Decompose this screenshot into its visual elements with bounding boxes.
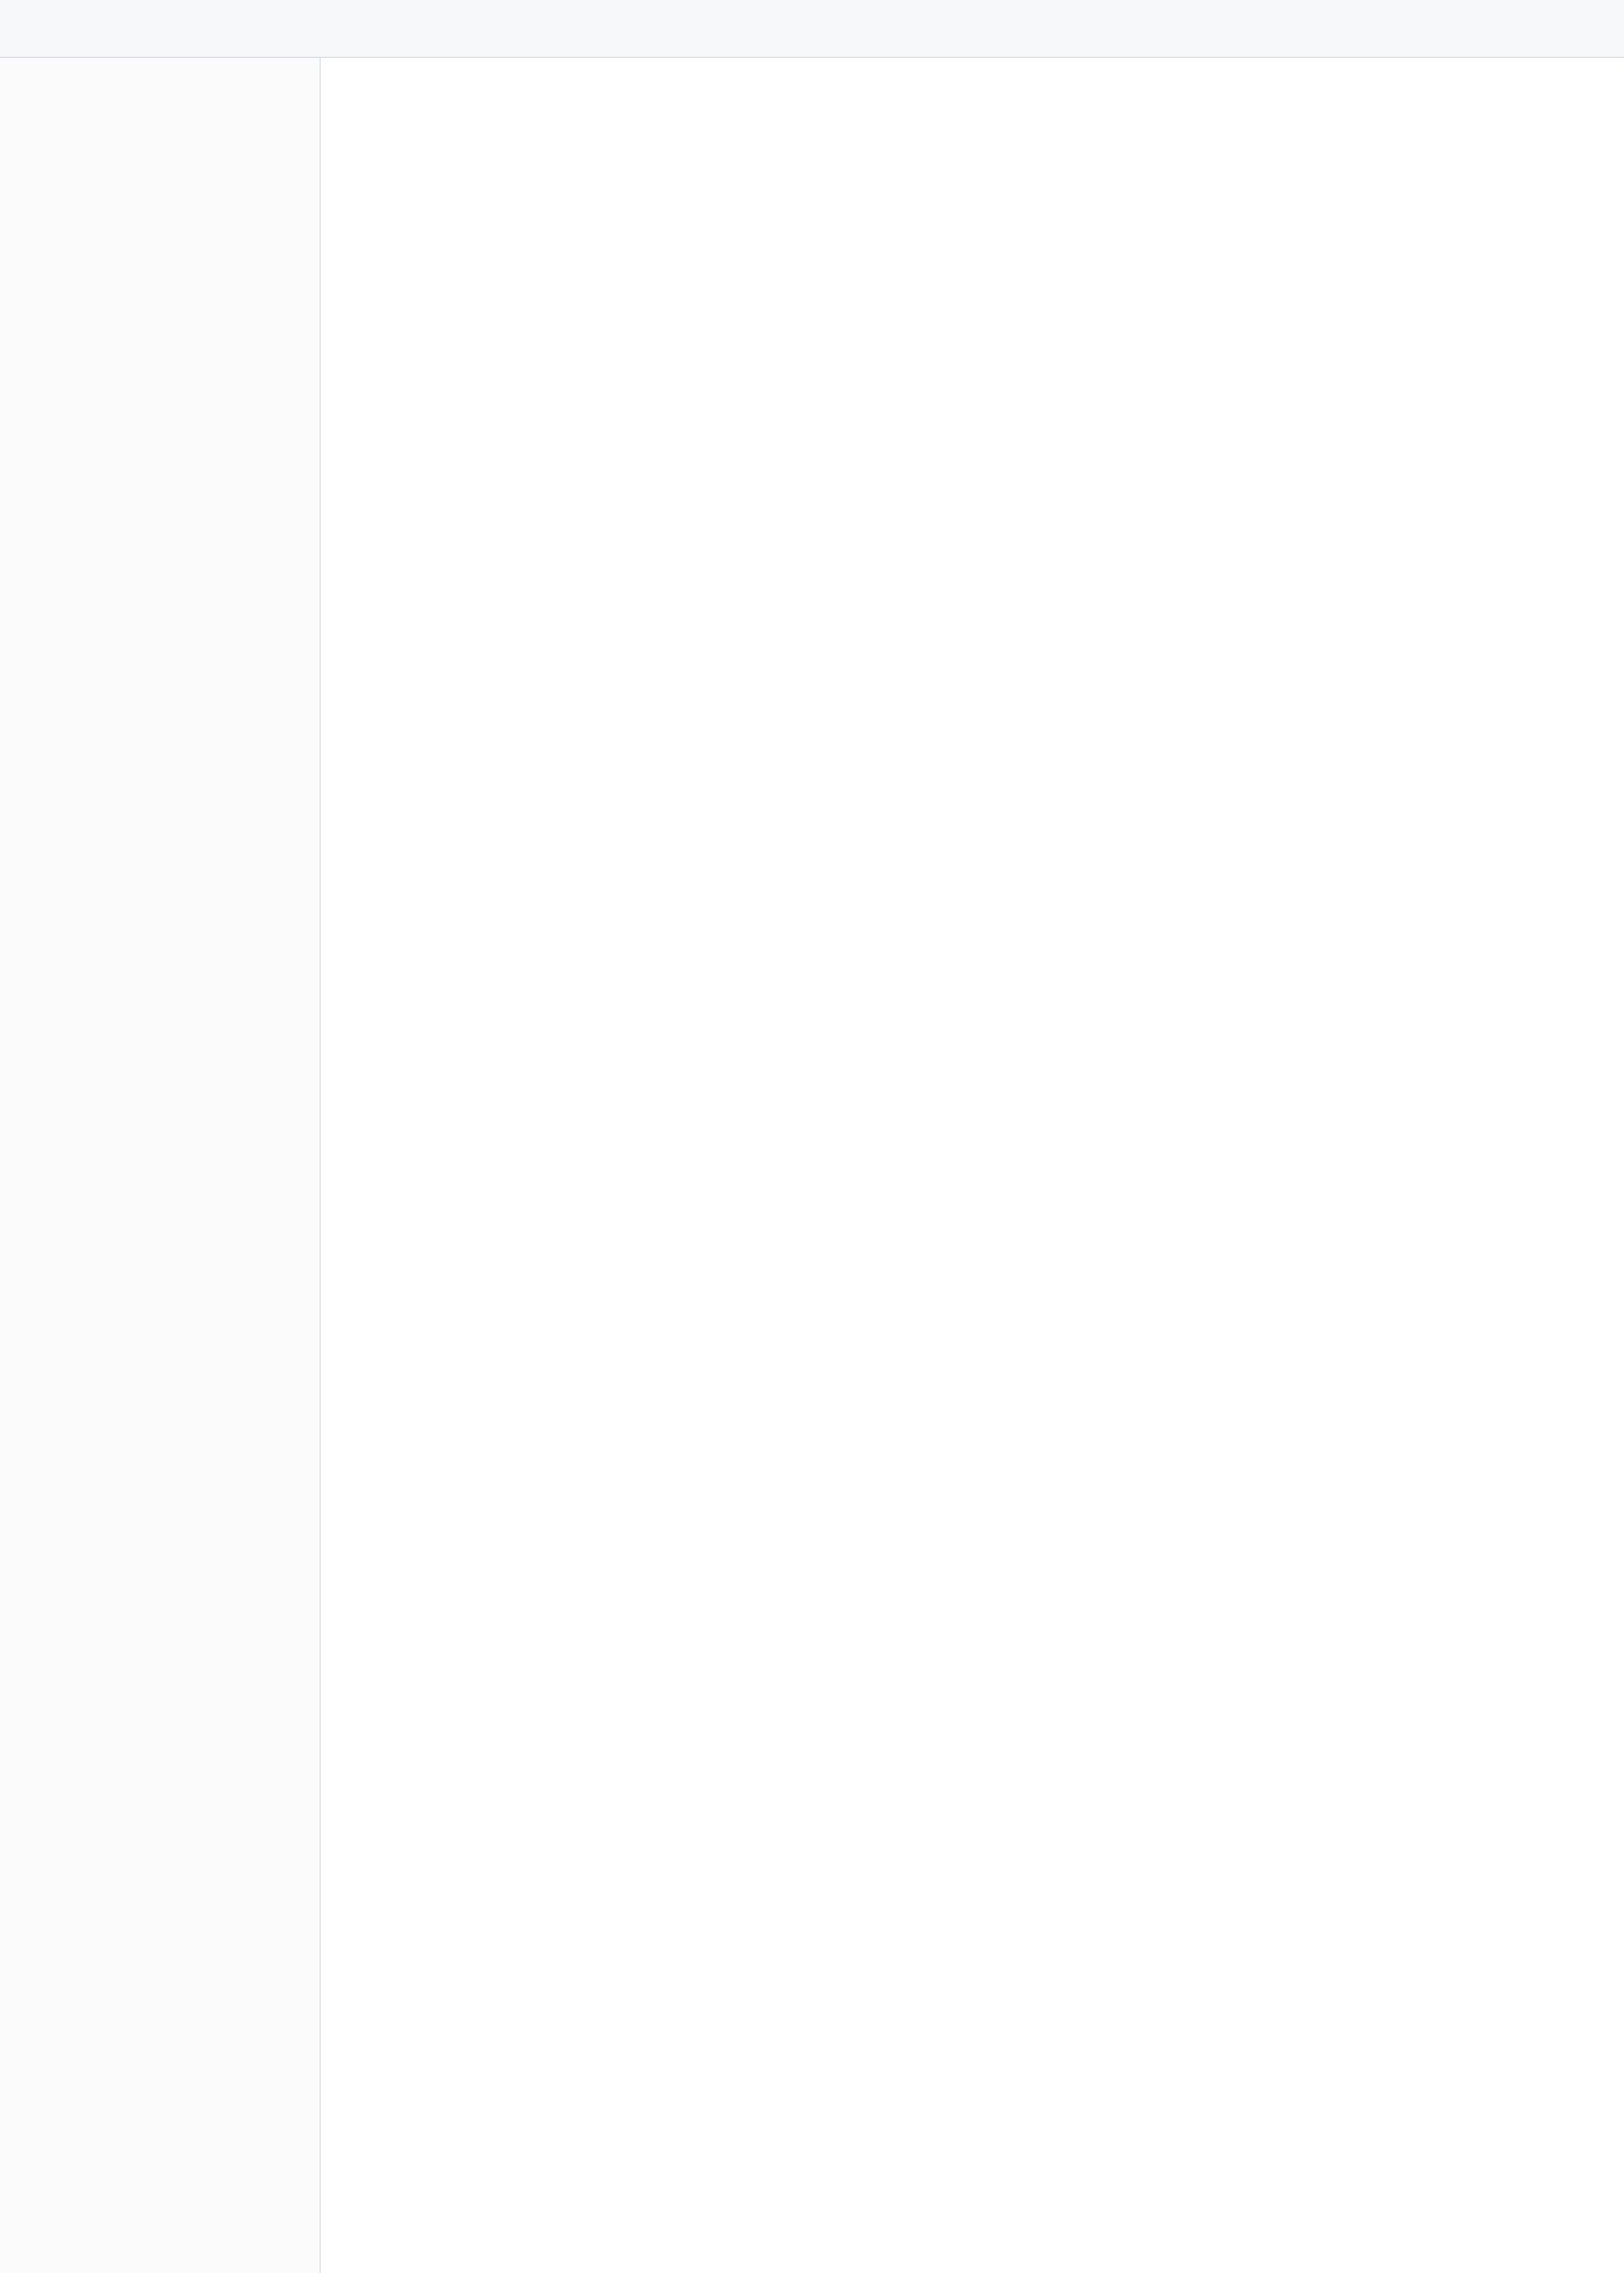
- main-panel: [321, 58, 1624, 2273]
- sidebar: [0, 58, 321, 2273]
- title-bar: [0, 0, 1624, 58]
- app-body: [0, 58, 1624, 2273]
